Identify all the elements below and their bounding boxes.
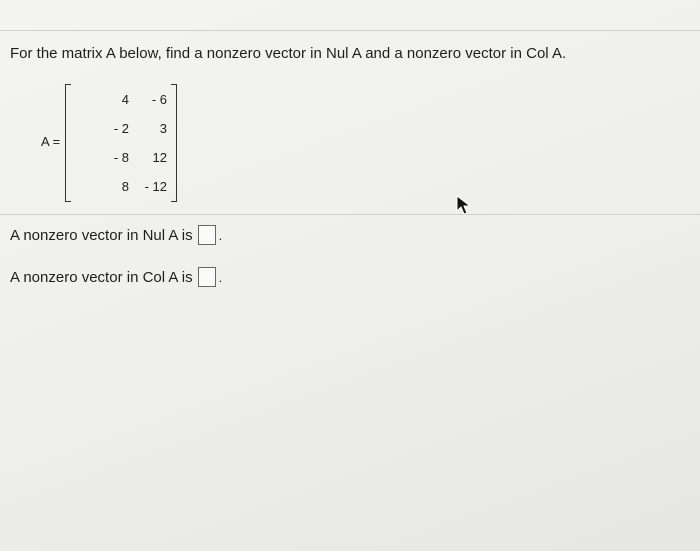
question-text: For the matrix A below, find a nonzero vector in Nul A and a nonzero vector in Col A. bbox=[10, 45, 567, 62]
top-divider bbox=[0, 30, 700, 31]
col-answer-row bbox=[10, 267, 222, 287]
matrix-left-bracket bbox=[65, 84, 71, 202]
matrix-cell-r2-c2: 3 bbox=[159, 121, 167, 136]
section-divider bbox=[0, 214, 700, 215]
matrix-label: A = bbox=[41, 134, 61, 149]
nul-answer-label: A nonzero vector in Nul A is bbox=[10, 226, 193, 244]
col-answer-input[interactable] bbox=[198, 267, 216, 287]
matrix-right-bracket bbox=[171, 84, 177, 202]
nul-answer-input[interactable] bbox=[198, 225, 216, 245]
nul-answer-period: . bbox=[218, 227, 223, 243]
col-answer-label: A nonzero vector in Col A is bbox=[10, 268, 193, 286]
matrix-a bbox=[65, 84, 177, 202]
col-answer-period: . bbox=[218, 269, 223, 285]
matrix-cell-r4-c2: - 12 bbox=[144, 179, 167, 194]
matrix-cell-r4-c1: 8 bbox=[121, 179, 129, 194]
nul-answer-row bbox=[10, 225, 222, 245]
matrix-cell-r1-c1: 4 bbox=[121, 92, 129, 107]
matrix-cell-r3-c2: 12 bbox=[152, 150, 167, 165]
matrix-cell-r2-c1: - 2 bbox=[113, 121, 129, 136]
matrix-cell-r1-c2: - 6 bbox=[151, 92, 167, 107]
matrix-cell-r3-c1: - 8 bbox=[113, 150, 129, 165]
mouse-pointer-icon bbox=[455, 194, 473, 216]
